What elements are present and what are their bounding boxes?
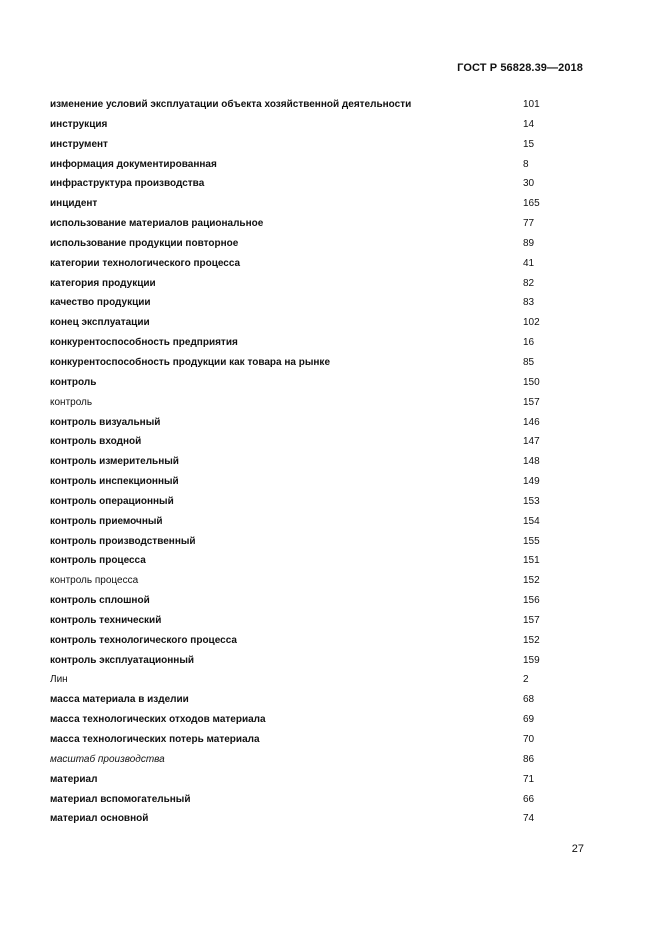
index-entry: [50, 690, 590, 710]
index-term: инструмент: [50, 138, 108, 150]
index-entry: [50, 333, 590, 353]
index-entry: [50, 174, 590, 194]
index-page-ref: 165: [523, 198, 540, 210]
index-entry: [50, 472, 590, 492]
index-term: использование материалов рациональное: [50, 218, 264, 230]
index-page-ref: 149: [523, 476, 540, 488]
index-page-ref: 152: [523, 575, 540, 587]
index-page-ref: 68: [523, 694, 535, 706]
index-page-ref: 71: [523, 773, 535, 785]
index-term: контроль: [50, 376, 97, 388]
index-entry: [50, 95, 590, 115]
index-entry: [50, 492, 590, 512]
index-term: изменение условий эксплуатации объекта хозяйственной деятельности: [50, 99, 412, 110]
index-entry: [50, 353, 590, 373]
index-term: материал: [50, 773, 98, 785]
index-entry: [50, 293, 590, 313]
index-term: материал основной: [50, 813, 149, 825]
page-number: 27: [571, 843, 584, 855]
index-entry: [50, 591, 590, 611]
index-page-ref: 41: [523, 257, 535, 269]
index-page-ref: 159: [523, 654, 540, 666]
index-entry: [50, 551, 590, 571]
index-term: использование продукции повторное: [50, 237, 239, 249]
index-term: контроль визуальный: [50, 416, 161, 428]
index-entry: [50, 631, 590, 651]
index-entry: [50, 254, 590, 274]
index-page-ref: 101: [523, 99, 540, 110]
index-entry: [50, 135, 590, 155]
index-page-ref: 85: [523, 356, 535, 368]
index-entry: [50, 730, 590, 750]
index-entry: [50, 313, 590, 333]
index-term: категория продукции: [50, 277, 156, 289]
index-term: конец эксплуатации: [50, 317, 150, 329]
index-page-ref: 2: [523, 674, 529, 686]
index-entry: [50, 611, 590, 631]
standard-code-header: ГОСТ Р 56828.39—2018: [457, 62, 583, 74]
index-page-ref: 146: [523, 416, 540, 428]
index-entry: [50, 393, 590, 413]
index-entry: [50, 790, 590, 810]
index-page-ref: 77: [523, 218, 535, 230]
index-page-ref: 74: [523, 813, 535, 825]
index-term: контроль измерительный: [50, 456, 179, 468]
index-term: масса технологических потерь материала: [50, 734, 260, 745]
index-term: контроль входной: [50, 436, 142, 448]
index-page-ref: 147: [523, 436, 540, 448]
index-page-ref: 30: [523, 178, 535, 190]
term-index-list: [50, 95, 590, 829]
index-page-ref: 89: [523, 237, 535, 249]
index-page-ref: 153: [523, 495, 540, 507]
index-term: контроль операционный: [50, 495, 174, 507]
index-page-ref: 154: [523, 515, 540, 527]
index-entry: [50, 532, 590, 552]
index-term: инцидент: [50, 198, 98, 210]
index-page-ref: 83: [523, 297, 535, 309]
index-term: масса материала в изделии: [50, 694, 189, 706]
index-entry: [50, 155, 590, 175]
index-term: контроль эксплуатационный: [50, 654, 195, 666]
index-page-ref: 69: [523, 714, 535, 726]
index-entry: [50, 809, 590, 829]
index-term: контроль процесса: [50, 555, 146, 567]
index-entry: [50, 651, 590, 671]
index-entry: [50, 710, 590, 730]
index-term: контроль процесса: [50, 575, 139, 587]
index-page-ref: 16: [523, 337, 535, 349]
index-term: масса технологических отходов материала: [50, 714, 266, 726]
index-entry: [50, 115, 590, 135]
index-term: контроль производственный: [50, 535, 196, 547]
index-page-ref: 156: [523, 595, 540, 607]
index-term: конкурентоспособность предприятия: [50, 337, 238, 349]
index-term: Лин: [50, 674, 68, 686]
index-entry: [50, 274, 590, 294]
index-term: контроль приемочный: [50, 515, 163, 527]
index-entry: [50, 234, 590, 254]
index-page-ref: 157: [523, 396, 540, 408]
index-page-ref: 15: [523, 138, 535, 150]
index-entry: [50, 571, 590, 591]
index-entry: [50, 750, 590, 770]
index-entry: [50, 194, 590, 214]
index-page-ref: 151: [523, 555, 540, 567]
index-term: контроль технологического процесса: [50, 634, 237, 646]
index-page-ref: 150: [523, 376, 540, 388]
index-entry: [50, 512, 590, 532]
index-term: контроль: [50, 396, 93, 408]
index-term: конкурентоспособность продукции как товара на рынке: [50, 356, 330, 368]
index-entry: [50, 770, 590, 790]
index-term: контроль сплошной: [50, 595, 150, 607]
index-entry: [50, 452, 590, 472]
index-page-ref: 86: [523, 753, 535, 765]
index-term: категории технологического процесса: [50, 257, 241, 269]
index-term: контроль технический: [50, 614, 162, 626]
index-page-ref: 157: [523, 614, 540, 626]
index-term: контроль инспекционный: [50, 476, 179, 488]
index-page-ref: 155: [523, 535, 540, 547]
index-page-ref: 102: [523, 317, 540, 329]
index-entry: [50, 432, 590, 452]
index-term: инфраструктура производства: [50, 178, 205, 190]
index-term: масштаб производства: [50, 753, 165, 765]
index-term: качество продукции: [50, 297, 151, 309]
index-page-ref: 14: [523, 118, 535, 130]
index-page-ref: 8: [523, 158, 529, 170]
index-page-ref: 148: [523, 456, 540, 468]
index-entry: [50, 670, 590, 690]
index-term: инструкция: [50, 118, 108, 130]
index-page-ref: 82: [523, 277, 535, 289]
index-entry: [50, 373, 590, 393]
index-term: информация документированная: [50, 158, 217, 170]
index-entry: [50, 214, 590, 234]
index-page-ref: 70: [523, 734, 535, 745]
index-page-ref: 152: [523, 634, 540, 646]
index-page-ref: 66: [523, 793, 535, 805]
index-entry: [50, 413, 590, 433]
index-term: материал вспомогательный: [50, 793, 191, 805]
